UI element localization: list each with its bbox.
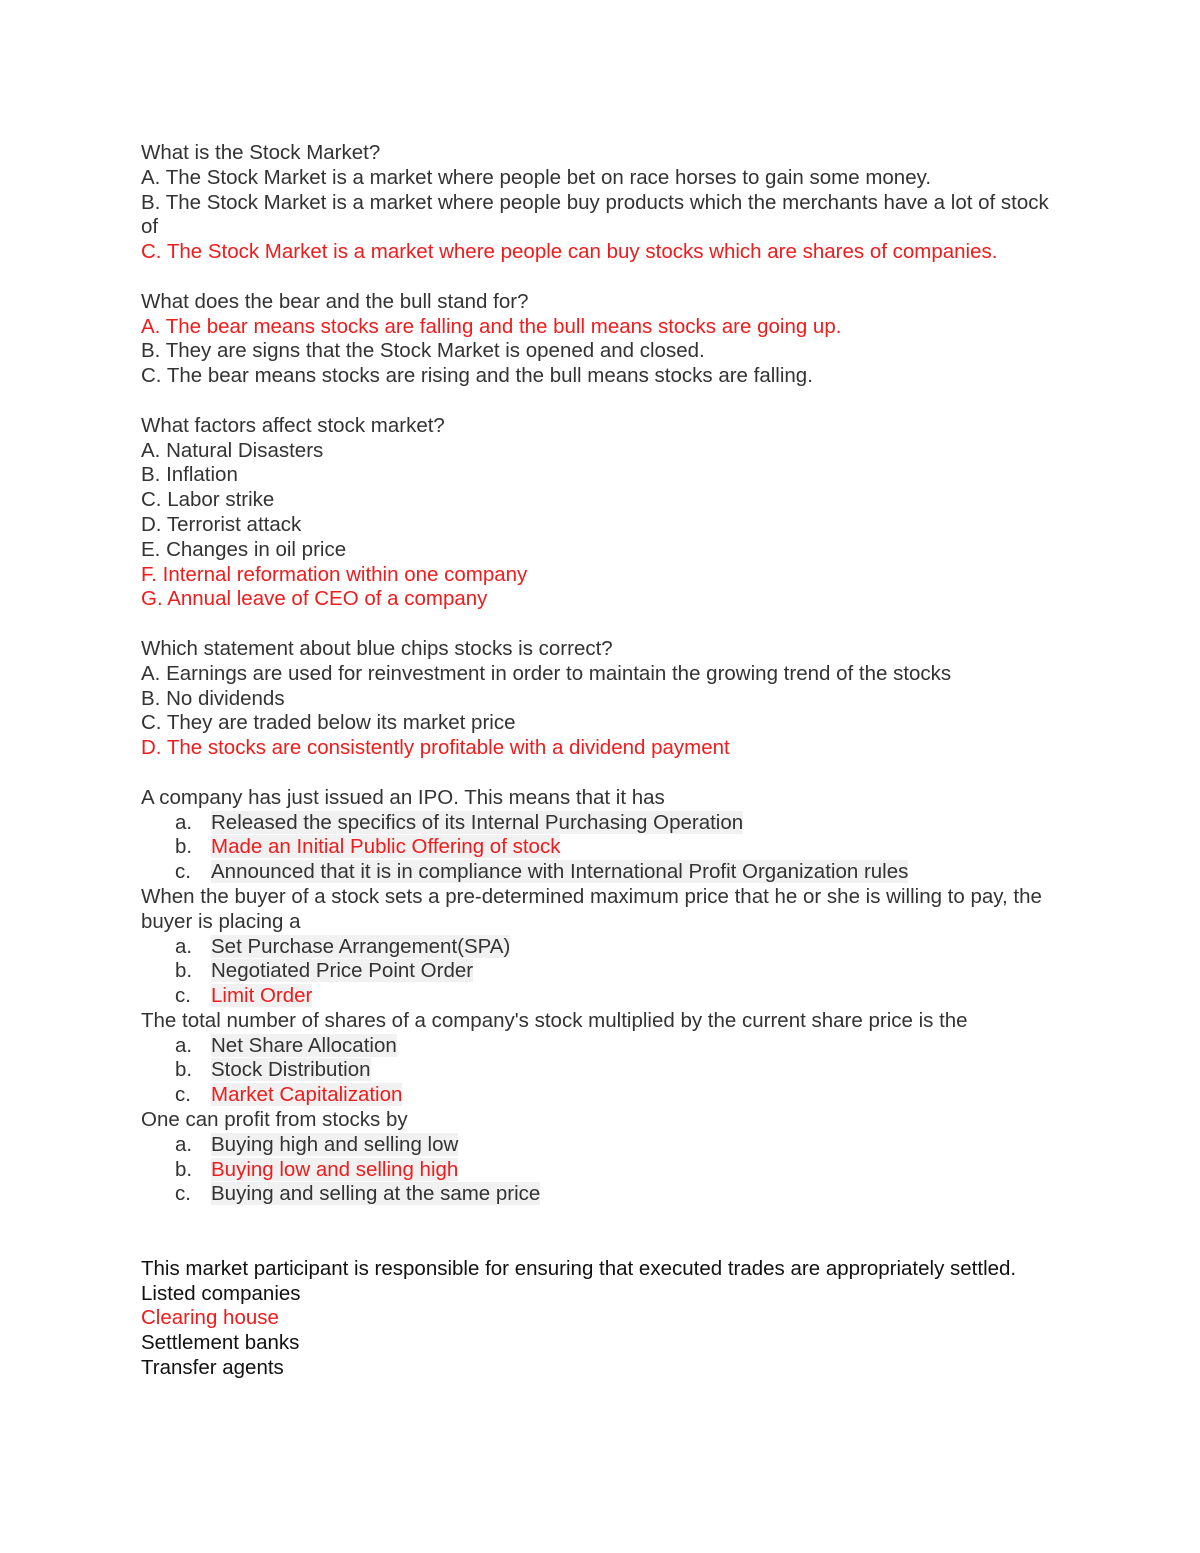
q7-option-b <box>141 1058 1071 1083</box>
q9-option-3: Settlement banks <box>141 1331 300 1355</box>
q1-option-c-correct: C. The Stock Market is a market where people can buy stocks which are shares of companies. <box>141 240 998 264</box>
spacer <box>141 1207 1071 1232</box>
q7-option-c-correct <box>141 1083 1071 1108</box>
question-8: One can profit from stocks by <box>141 1108 408 1132</box>
q3-option-g-correct: G. Annual leave of CEO of a company <box>141 587 488 611</box>
q8-option-a <box>141 1133 1071 1158</box>
q2-option-a-correct: A. The bear means stocks are falling and the bull means stocks are going up. <box>141 314 842 338</box>
q5-option-a <box>141 811 1071 836</box>
q9-option-1: Listed companies <box>141 1281 301 1305</box>
list-marker: a. <box>175 934 193 958</box>
question-7: The total number of shares of a company's stock multiplied by the current share price is the <box>141 1008 968 1032</box>
question-9: This market participant is responsible for ensuring that executed trades are appropriately settled. <box>141 1256 1017 1280</box>
question-3: What factors affect stock market? <box>141 413 445 437</box>
q3-option-f-correct: F. Internal reformation within one company <box>141 562 528 586</box>
q3-option-a: A. Natural Disasters <box>141 438 324 462</box>
option-text: Set Purchase Arrangement(SPA) <box>211 934 511 958</box>
q4-option-b: B. No dividends <box>141 686 285 710</box>
option-text: Market Capitalization <box>211 1083 403 1107</box>
list-marker: c. <box>175 860 191 884</box>
q3-option-c: C. Labor strike <box>141 488 275 512</box>
question-2: What does the bear and the bull stand for? <box>141 289 529 313</box>
question-1: What is the Stock Market? <box>141 141 381 164</box>
option-text: Negotiated Price Point Order <box>211 959 474 983</box>
option-text: Announced that it is in compliance with International Profit Organization rules <box>211 860 909 884</box>
q8-option-b-correct <box>141 1158 1071 1183</box>
list-marker: b. <box>175 835 193 859</box>
quiz-document <box>141 141 1071 1381</box>
q8-option-c <box>141 1182 1071 1207</box>
list-marker: a. <box>175 810 193 834</box>
q3-option-d: D. Terrorist attack <box>141 512 302 536</box>
option-text: Buying high and selling low <box>211 1132 459 1156</box>
list-marker: a. <box>175 1132 193 1156</box>
q4-option-c: C. They are traded below its market price <box>141 711 516 735</box>
list-marker: b. <box>175 959 193 983</box>
q5-option-c <box>141 860 1071 885</box>
q5-option-b-correct <box>141 835 1071 860</box>
q2-option-c: C. The bear means stocks are rising and the bull means stocks are falling. <box>141 364 813 388</box>
q4-option-d-correct: D. The stocks are consistently profitable with a dividend payment <box>141 736 730 760</box>
option-text: Released the specifics of its Internal Purchasing Operation <box>211 810 744 834</box>
option-text: Stock Distribution <box>211 1058 371 1082</box>
q1-option-a: A. The Stock Market is a market where people bet on race horses to gain some money. <box>141 165 932 189</box>
spacer <box>141 265 1071 290</box>
q1-option-b: B. The Stock Market is a market where people buy products which the merchants have a lot of stock of <box>141 190 1049 239</box>
q6-option-b <box>141 959 1071 984</box>
option-text: Limit Order <box>211 984 313 1008</box>
q6-option-a <box>141 935 1071 960</box>
q3-option-b: B. Inflation <box>141 463 238 487</box>
q7-option-a <box>141 1034 1071 1059</box>
question-5: A company has just issued an IPO. This means that it has <box>141 785 665 809</box>
list-marker: a. <box>175 1033 193 1057</box>
spacer <box>141 761 1071 786</box>
list-marker: b. <box>175 1058 193 1082</box>
list-marker: c. <box>175 1182 191 1206</box>
q9-option-4: Transfer agents <box>141 1356 284 1380</box>
q2-option-b: B. They are signs that the Stock Market is opened and closed. <box>141 339 705 363</box>
option-text: Buying and selling at the same price <box>211 1182 541 1206</box>
option-text: Net Share Allocation <box>211 1033 397 1057</box>
list-marker: c. <box>175 984 191 1008</box>
list-marker: b. <box>175 1157 193 1181</box>
q9-option-2-correct: Clearing house <box>141 1306 279 1330</box>
spacer <box>141 389 1071 414</box>
question-4: Which statement about blue chips stocks is correct? <box>141 636 613 660</box>
option-text: Buying low and selling high <box>211 1157 459 1181</box>
option-text: Made an Initial Public Offering of stock <box>211 835 561 859</box>
spacer <box>141 1232 1071 1257</box>
list-marker: c. <box>175 1083 191 1107</box>
q4-option-a: A. Earnings are used for reinvestment in order to maintain the growing trend of the stocks <box>141 661 952 685</box>
question-6: When the buyer of a stock sets a pre-determined maximum price that he or she is willing to pay, the buyer is placing a <box>141 884 1042 933</box>
spacer <box>141 612 1071 637</box>
q3-option-e: E. Changes in oil price <box>141 537 347 561</box>
q6-option-c-correct <box>141 984 1071 1009</box>
